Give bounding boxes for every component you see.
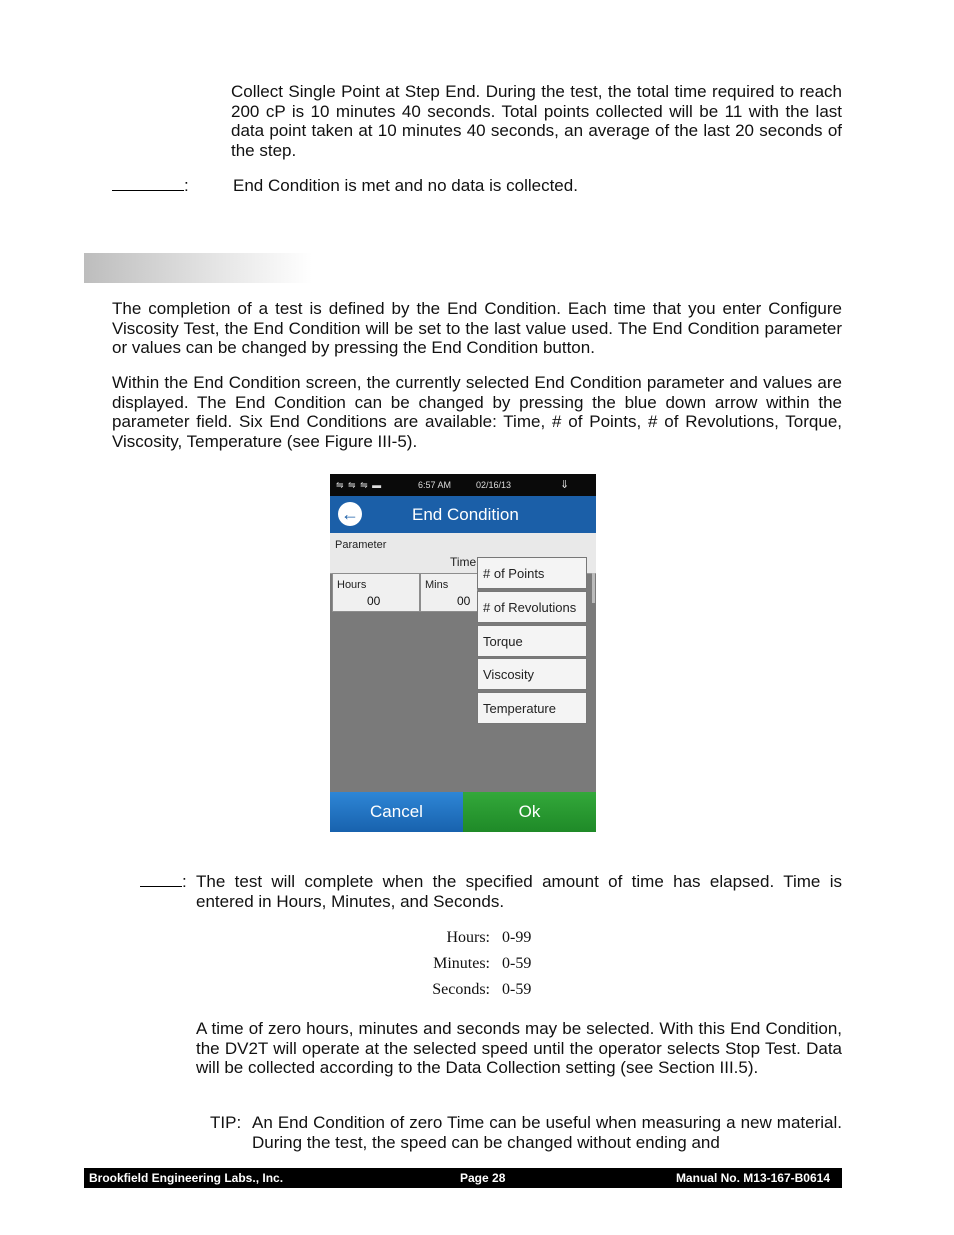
option-points[interactable]: # of Points [477,557,587,589]
time-condition-line [140,872,842,911]
cancel-button[interactable]: Cancel [330,792,463,832]
range-minutes [400,951,531,977]
option-revolutions[interactable]: # of Revolutions [477,591,587,623]
ok-button[interactable]: Ok [463,792,596,832]
status-time: 6:57 AM [418,480,452,490]
status-bar [330,474,596,496]
tip-paragraph [210,1113,842,1152]
tip-label: TIP: [210,1113,242,1132]
screen-title: End Condition [412,505,519,524]
none-colon: : [184,176,189,195]
end-condition-screenshot [330,474,596,832]
none-text: End Condition is met and no data is collected. [233,176,578,195]
parameter-value: Time [450,555,477,569]
footer-page: Page 28 [460,1171,506,1185]
range-hours [400,925,531,951]
page-footer [84,1168,842,1188]
option-viscosity[interactable]: Viscosity [477,658,587,690]
mins-field[interactable] [420,573,478,612]
blank-underline [140,872,182,887]
tip-text: An End Condition of zero Time can be useful when measuring a new material. During the test, the speed can be changed without ending and [252,1113,842,1152]
mins-value: 00 [457,594,471,608]
range-label: Minutes: [433,955,490,972]
time-ranges [400,925,531,1003]
range-value: 0-59 [502,981,532,998]
back-arrow-icon[interactable]: ← [338,502,362,526]
mins-label: Mins [425,579,449,591]
download-icon: ⇓ [560,479,570,491]
intro-paragraph: The completion of a test is defined by the End Condition. Each time that you enter Configure Viscosity Test, the End Condition will be set to the last value used. The End Condition parameter or values can be changed by pressing the End Condition button. [112,299,842,357]
hours-label: Hours [337,579,367,591]
parameter-dropdown [477,557,589,725]
blank-underline [112,176,184,191]
time-text: The test will complete when the specified amount of time has elapsed. Time is entered in Hours, Minutes, and Seconds. [196,872,842,911]
status-date: 02/16/13 [476,480,512,490]
time-colon: : [182,872,187,891]
range-seconds [400,977,531,1003]
top-paragraph: Collect Single Point at Step End. During the test, the total time required to reach 200 cP is 10 minutes 40 seconds. Total points collected will be 11 with the last data point taken at 10 minutes 40 seconds, an average of the last 20 seconds of the step. [231,82,842,160]
zero-time-paragraph: A time of zero hours, minutes and seconds may be selected. With this End Condition, the DV2T will operate at the selected speed until the operator selects Stop Test. Data will be collected according to the Data Collection setting (see Section III.5). [196,1019,842,1077]
range-value: 0-59 [502,955,532,972]
hours-value: 00 [367,594,381,608]
option-temperature[interactable]: Temperature [477,692,587,724]
range-label: Seconds: [432,981,490,998]
footer-manual: Manual No. M13-167-B0614 [675,1171,830,1185]
range-value: 0-99 [502,929,532,946]
title-bar [330,496,596,533]
section-heading-bar [84,253,312,283]
none-condition-line [112,176,842,196]
end-condition-screen-paragraph: Within the End Condition screen, the currently selected End Condition parameter and values are displayed. The End Condition can be changed by pressing the blue down arrow within the parameter field. Six End Conditions are available: Time, # of Points, # of Revolutions, Torque, Viscosity, Temperature (see Figure III-5). [112,373,842,451]
parameter-label: Parameter [335,539,387,551]
footer-company: Brookfield Engineering Labs., Inc. [89,1171,284,1185]
hours-field[interactable] [332,573,420,612]
field-edge [592,573,595,603]
time-label-underline [140,872,187,892]
range-label: Hours: [446,929,490,946]
option-torque[interactable]: Torque [477,625,587,657]
usb-icons: ⇋ ⇋ ⇋ ▬ [336,480,383,490]
